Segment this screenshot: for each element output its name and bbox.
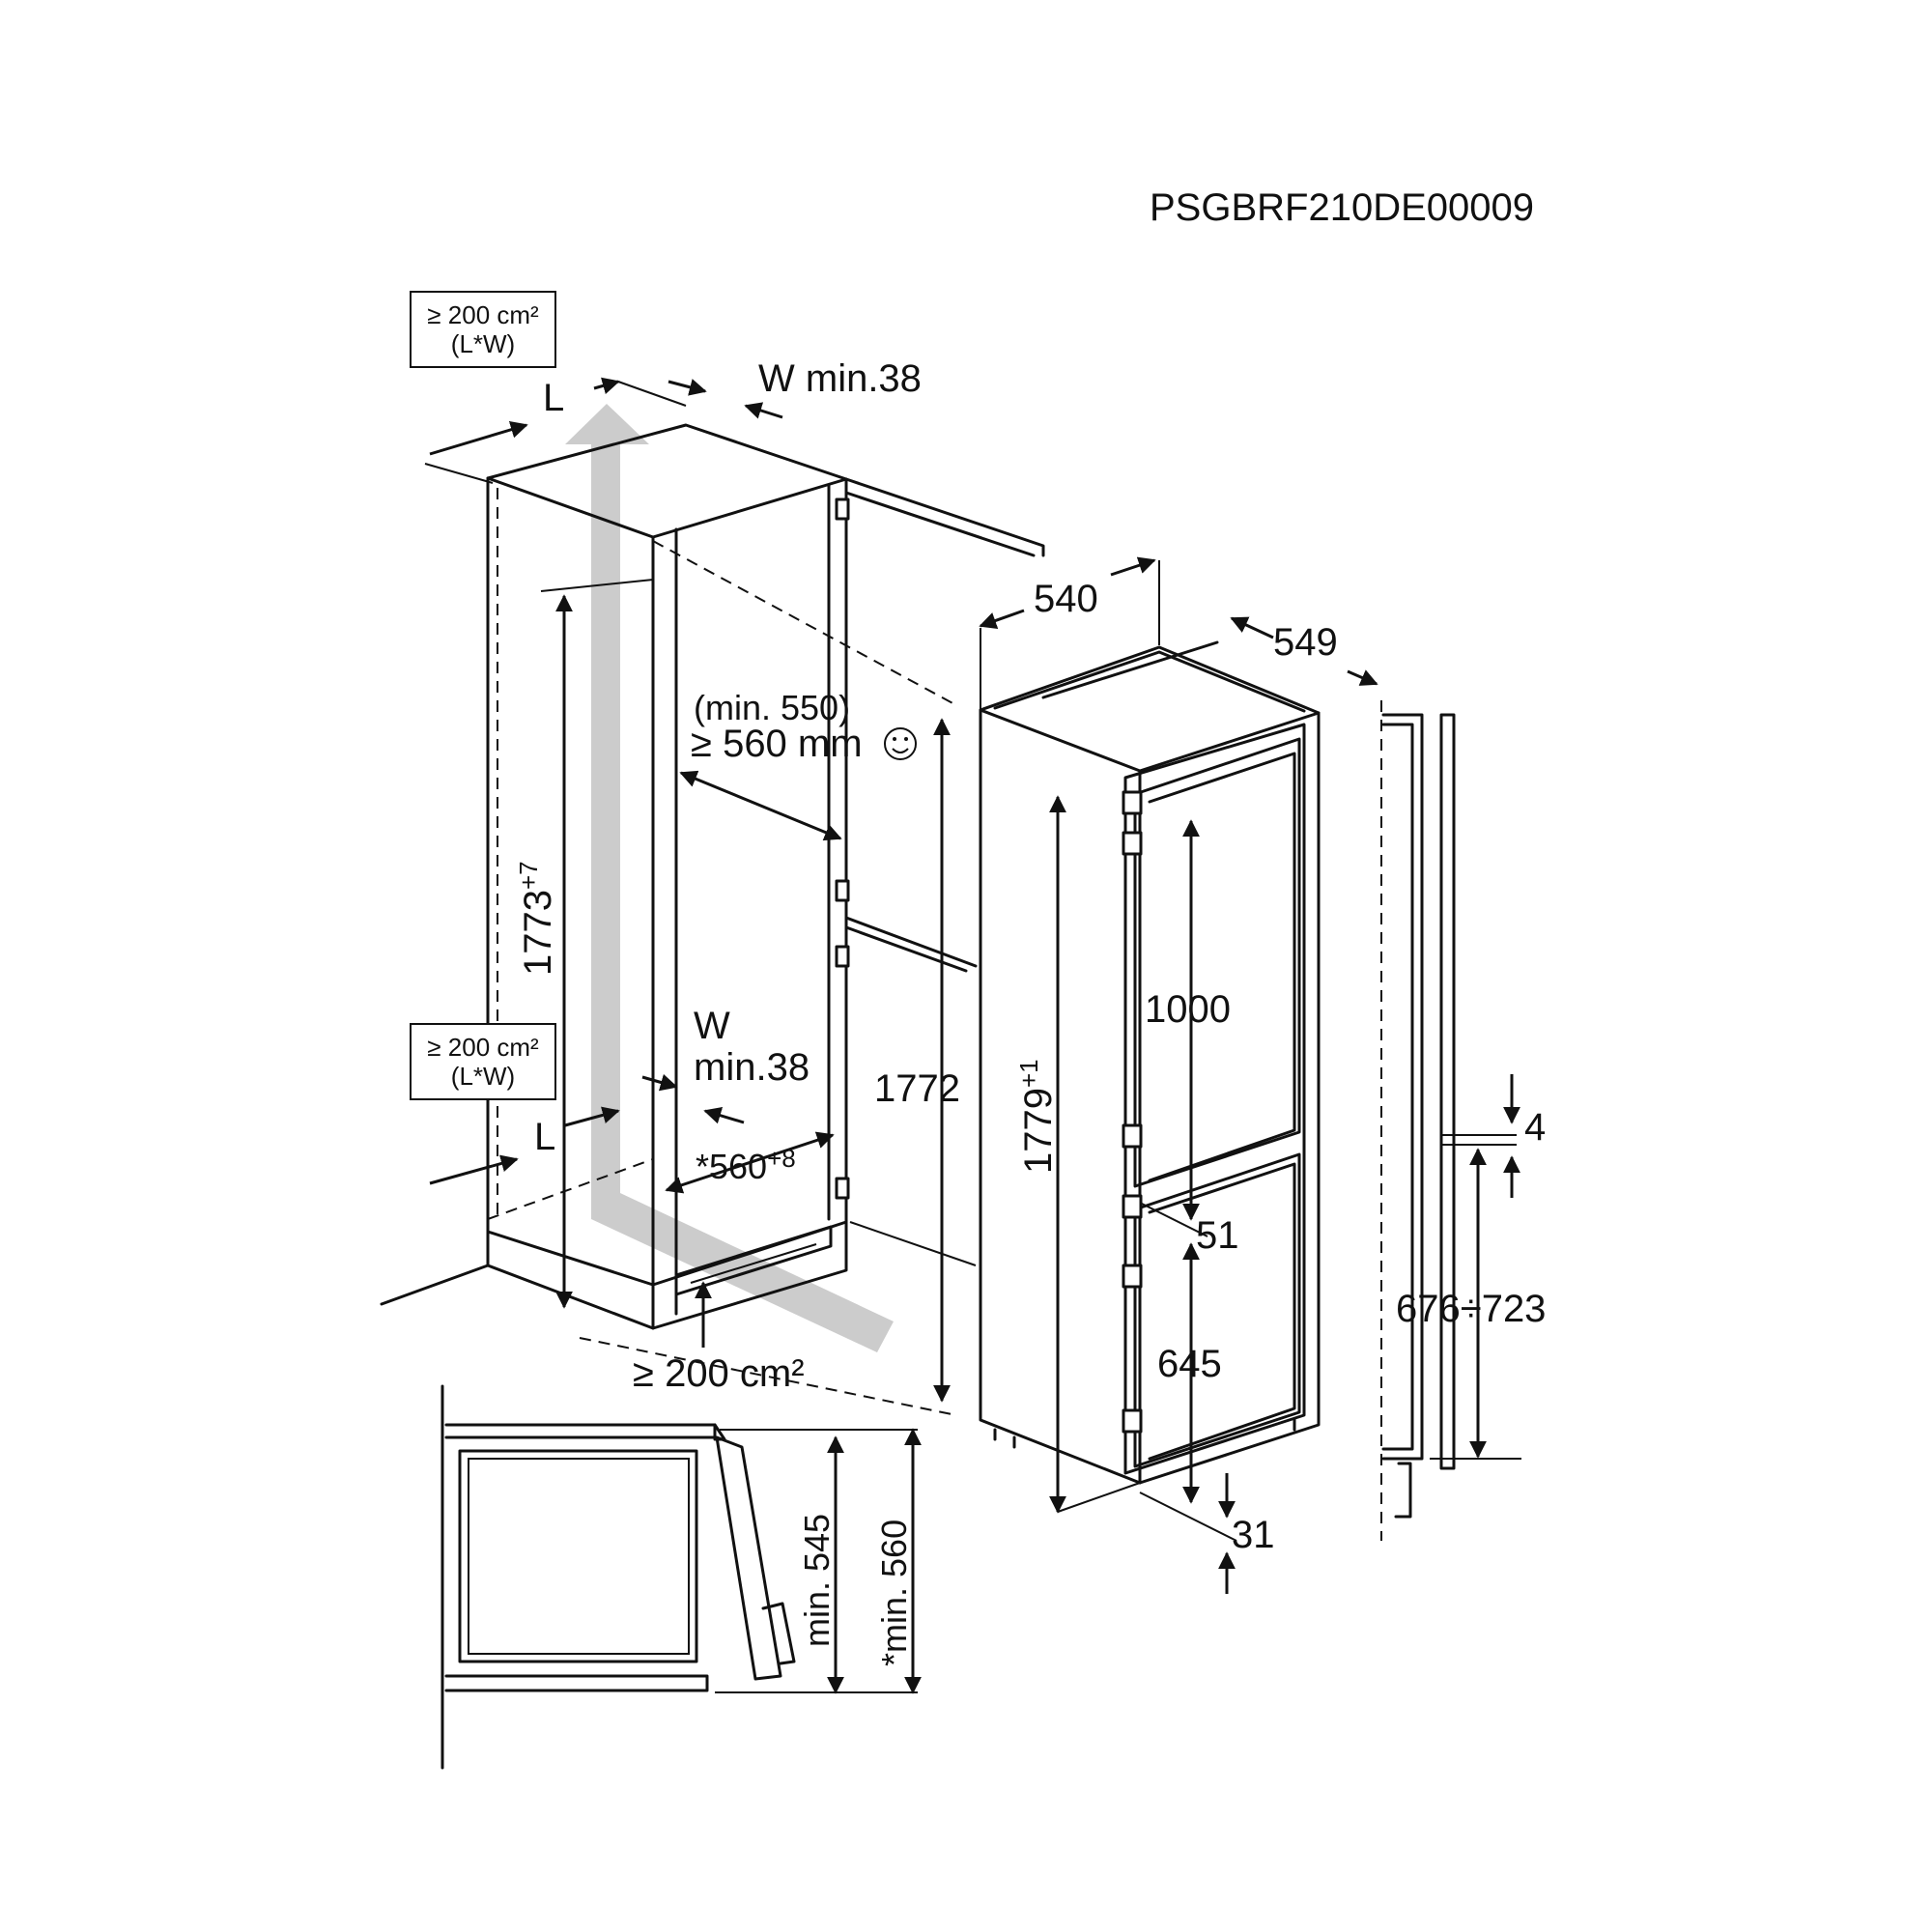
vent-bottom-length-label: L	[534, 1116, 556, 1158]
vent-bottom-area: ≥ 200 cm²	[427, 1033, 539, 1062]
plan-min-a: min. 545	[797, 1513, 837, 1647]
drawing-code: PSGBRF210DE00009	[1150, 186, 1535, 229]
plan-min-b: *min. 560	[874, 1519, 914, 1666]
vent-top-label	[411, 292, 555, 367]
vent-plinth-label: ≥ 200 cm²	[633, 1352, 805, 1395]
vent-top-width-label: W min.38	[758, 357, 922, 400]
airflow-arrow	[565, 404, 894, 1352]
vent-bottom-label	[411, 1024, 555, 1099]
door-profile-range: 676÷723	[1396, 1288, 1547, 1330]
appliance-height: 1772	[874, 1067, 960, 1110]
appliance-width: 540	[1034, 578, 1098, 620]
door-profile	[1381, 700, 1521, 1541]
niche-height: $1773^{+7}$	[514, 861, 559, 976]
niche-depth-min: (min. 550)	[694, 688, 851, 727]
appliance-height-total: $1779^{+1}$	[1014, 1059, 1060, 1174]
niche-depth-rec: ≥ 560 mm	[691, 723, 863, 765]
bottom-clearance: 31	[1232, 1514, 1275, 1556]
vent-bottom-width-label-2: min.38	[694, 1046, 810, 1089]
vent-bottom-width-label-1: W	[694, 1005, 730, 1047]
niche-width: $*560^{+8}$	[696, 1144, 796, 1186]
door-gap: 51	[1196, 1214, 1239, 1257]
smiley-icon	[885, 728, 916, 759]
niche-cabinet	[382, 404, 1043, 1415]
plan-view	[442, 1386, 918, 1768]
lower-door-height: 645	[1157, 1343, 1222, 1385]
appliance-depth: 549	[1273, 621, 1338, 664]
upper-door-height: 1000	[1145, 988, 1231, 1031]
vent-bottom-formula: (L*W)	[450, 1062, 516, 1091]
vent-top-area: ≥ 200 cm²	[427, 300, 539, 329]
door-profile-gap: 4	[1524, 1106, 1547, 1149]
vent-top-formula: (L*W)	[450, 329, 516, 358]
vent-top-length-label: L	[543, 377, 565, 419]
